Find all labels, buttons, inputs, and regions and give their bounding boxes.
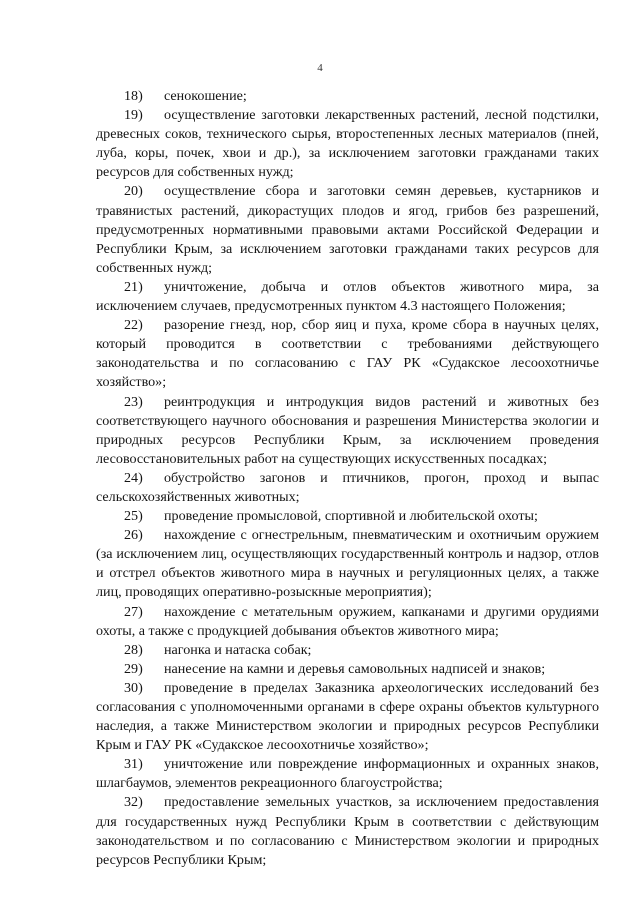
item-number: 18)	[124, 88, 143, 104]
item-text: осуществление сбора и заготовки семян деревьев, кустарников и травянистых растений, дикорастущих плодов и ягод, грибов без разрешений, предусмотренных нормативными правовыми актами Российской Федерации и Республики Крым, за исключением заготовки гражданами таких ресурсов для собственных нужд;	[96, 183, 599, 276]
item-text: проведение в пределах Заказника археологических исследований без согласования с уполномоченными органами в сфере охраны объектов культурного наследия, а также Министерством экологии и природных ресурсов Республики Крым и ГАУ РК «Судакское лесоохотничье хозяйство»;	[96, 679, 599, 754]
page-number: 4	[317, 62, 323, 74]
item-text: реинтродукция и интродукция видов растений и животных без соответствующего научного обоснования и разрешения Министерства экологии и природных ресурсов Республики Крым, за исключением проведения лесовосстановительных работ на существующих искусственных посадках;	[96, 393, 599, 467]
list-item	[96, 641, 599, 660]
list-item	[96, 278, 599, 316]
item-text: сенокошение;	[164, 88, 247, 104]
list-item	[96, 182, 599, 277]
item-number: 20)	[124, 183, 143, 200]
item-number: 28)	[124, 641, 143, 658]
list-item	[96, 393, 599, 469]
item-number: 27)	[124, 603, 143, 620]
item-number: 26)	[124, 527, 143, 544]
item-text: разорение гнезд, нор, сбор яиц и пуха, кроме сбора в научных целях, который проводится в соответствии с требованиями действующего законодательства и по согласованию с ГАУ РК «Судакское лесоохотничье хозяйство»;	[96, 317, 599, 391]
item-text: обустройство загонов и птичников, прогон, проход и выпас сельскохозяйственных животных;	[96, 469, 599, 505]
list-item	[96, 679, 599, 755]
item-text: проведение промысловой, спортивной и любительской охоты;	[164, 508, 538, 525]
item-number: 25)	[124, 508, 143, 525]
item-text: предоставление земельных участков, за исключением предоставления для государственных нужд Республики Крым в соответствии с действующим законодательством и по согласованию с Министерством экологии и природных ресурсов Республики Крым;	[96, 794, 599, 868]
list-item	[96, 106, 599, 182]
item-number: 19)	[124, 107, 143, 124]
list-item	[96, 660, 599, 679]
list-item	[96, 755, 599, 793]
item-text: уничтожение или повреждение информационных и охранных знаков, шлагбаумов, элементов рекреационного благоустройства;	[96, 756, 599, 792]
item-number: 21)	[124, 278, 143, 295]
item-number: 32)	[124, 794, 143, 811]
document-body	[96, 87, 599, 870]
list-item	[96, 603, 599, 641]
list-item	[96, 469, 599, 507]
item-text: уничтожение, добыча и отлов объектов животного мира, за исключением случаев, предусмотренных пунктом 4.3 настоящего Положения;	[96, 278, 599, 315]
list-item	[96, 793, 599, 869]
item-number: 29)	[124, 660, 143, 677]
list-item	[96, 316, 599, 392]
list-item	[96, 507, 599, 526]
item-number: 22)	[124, 317, 143, 334]
item-number: 31)	[124, 756, 143, 773]
item-number: 24)	[124, 469, 143, 486]
item-text: нахождение с огнестрельным, пневматическим и охотничьим оружием (за исключением лиц, осуществляющих государственный контроль и надзор, отлов и отстрел объектов животного мира в научных и регуляционных целях, а также лиц, проводящих оперативно-розыскные мероприятия);	[96, 527, 599, 601]
list-item	[96, 87, 599, 106]
list-item	[96, 526, 599, 602]
item-text: нахождение с метательным оружием, капканами и другими орудиями охоты, а также с продукцией добывания объектов животного мира;	[96, 603, 599, 639]
item-text: нанесение на камни и деревья самовольных надписей и знаков;	[164, 660, 546, 677]
item-text: осуществление заготовки лекарственных растений, лесной подстилки, древесных соков, технического сырья, второстепенных лесных материалов (пней, луба, коры, почек, хвои и др.), за исключением заготовки гражданами таких ресурсов для собственных нужд;	[96, 107, 599, 181]
item-number: 30)	[124, 679, 143, 696]
item-text: нагонка и натаска собак;	[164, 641, 312, 658]
item-number: 23)	[124, 393, 143, 410]
